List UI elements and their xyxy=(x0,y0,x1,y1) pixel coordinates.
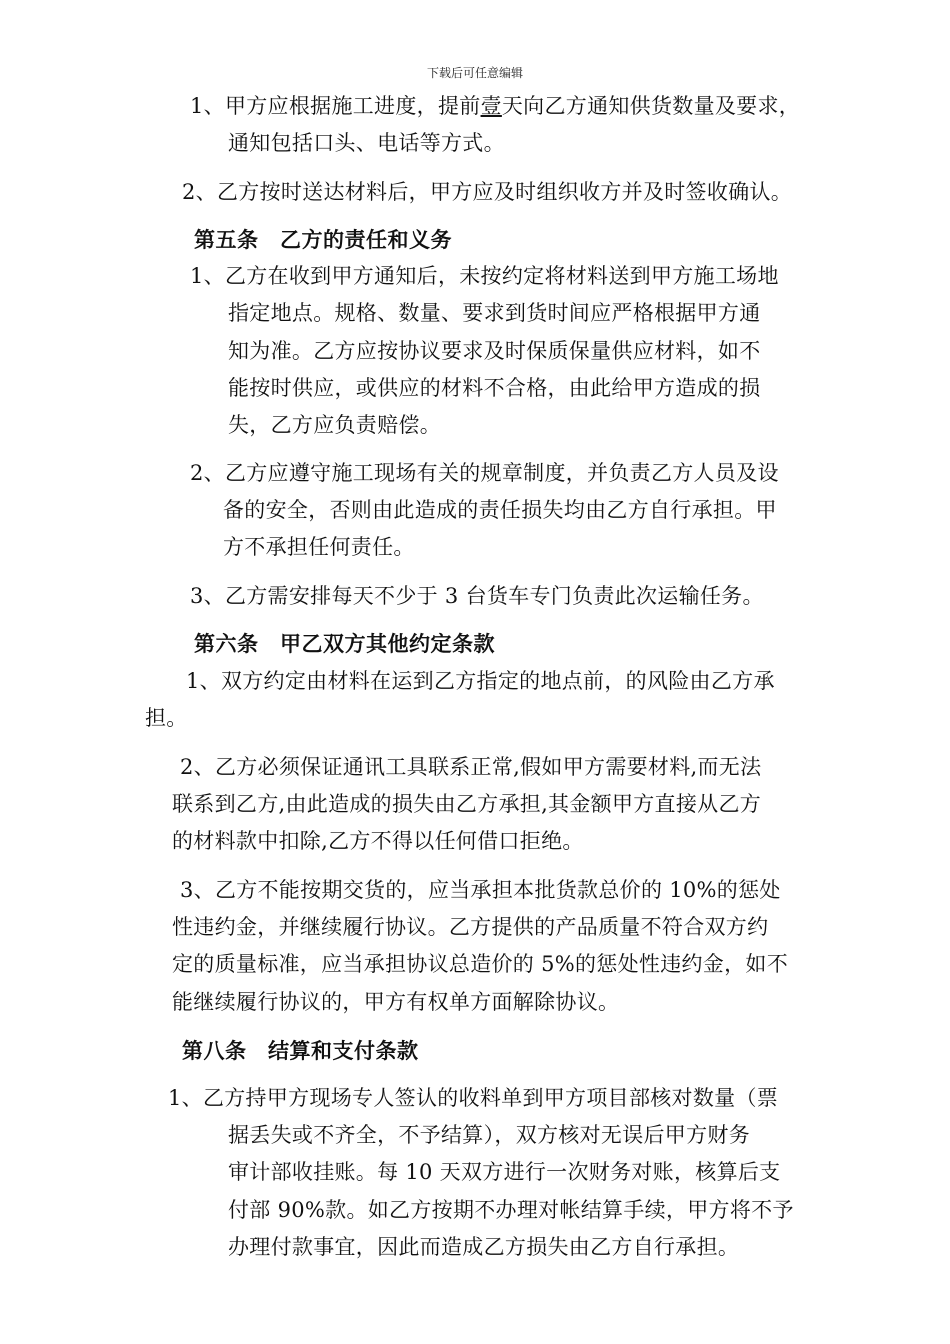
article-6-heading: 第六条 甲乙双方其他约定条款 xyxy=(194,631,495,656)
para-6-1-line-1: 1、双方约定由材料在运到乙方指定的地点前，的风险由乙方承 xyxy=(186,669,775,693)
para-6-3-line-3: 定的质量标准，应当承担协议总造价的 5%的惩处性违约金，如不 xyxy=(172,952,788,976)
para-5-1-line-5: 失，乙方应负责赔偿。 xyxy=(228,413,441,437)
text-run: 1、甲方应根据施工进度，提前 xyxy=(190,94,481,118)
article-8-heading: 第八条 结算和支付条款 xyxy=(182,1038,419,1063)
para-6-1-line-2: 担。 xyxy=(145,706,188,730)
underlined-word: 壹 xyxy=(480,94,502,118)
text-run: 天向乙方通知供货数量及要求， xyxy=(501,94,801,118)
para-6-3-line-2: 性违约金，并继续履行协议。乙方提供的产品质量不符合双方约 xyxy=(172,915,769,939)
para-5-1-line-2: 指定地点。规格、数量、要求到货时间应严格根据甲方通 xyxy=(228,301,761,325)
page-header: 下载后可任意编辑 xyxy=(426,66,523,80)
para-6-2-line-3: 的材料款中扣除,乙方不得以任何借口拒绝。 xyxy=(172,829,584,853)
para-4-2: 2、乙方按时送达材料后，甲方应及时组织收方并及时签收确认。 xyxy=(182,180,793,204)
para-8-1-line-2: 据丢失或不齐全，不予结算），双方核对无误后甲方财务 xyxy=(228,1123,750,1147)
para-5-2-line-1: 2、乙方应遵守施工现场有关的规章制度，并负责乙方人员及设 xyxy=(190,461,779,485)
para-5-1-line-3: 知为准。乙方应按协议要求及时保质保量供应材料，如不 xyxy=(228,339,761,363)
para-5-3: 3、乙方需安排每天不少于 3 台货车专门负责此次运输任务。 xyxy=(190,584,764,608)
para-6-3-line-1: 3、乙方不能按期交货的，应当承担本批货款总价的 10%的惩处 xyxy=(180,878,781,902)
para-8-1-line-4: 付部 90%款。如乙方按期不办理对帐结算手续，甲方将不予 xyxy=(228,1198,794,1222)
para-6-3-line-4: 能继续履行协议的，甲方有权单方面解除协议。 xyxy=(172,990,620,1014)
para-5-2-line-2: 备的安全，否则由此造成的责任损失均由乙方自行承担。甲 xyxy=(223,498,777,522)
para-8-1-line-3: 审计部收挂账。每 10 天双方进行一次财务对账，核算后支 xyxy=(228,1160,781,1184)
para-8-1-line-1: 1、乙方持甲方现场专人签认的收料单到甲方项目部核对数量（票 xyxy=(168,1086,779,1110)
para-4-1-line-1 xyxy=(190,92,800,120)
para-8-1-line-5: 办理付款事宜，因此而造成乙方损失由乙方自行承担。 xyxy=(228,1235,740,1259)
article-5-heading: 第五条 乙方的责任和义务 xyxy=(194,227,452,252)
para-6-2-line-1: 2、乙方必须保证通讯工具联系正常,假如甲方需要材料,而无法 xyxy=(180,755,762,779)
para-5-1-line-4: 能按时供应，或供应的材料不合格，由此给甲方造成的损 xyxy=(228,376,761,400)
para-5-1-line-1: 1、乙方在收到甲方通知后，未按约定将材料送到甲方施工场地 xyxy=(190,264,779,288)
para-6-2-line-2: 联系到乙方,由此造成的损失由乙方承担,其金额甲方直接从乙方 xyxy=(172,792,762,816)
para-5-2-line-3: 方不承担任何责任。 xyxy=(223,535,415,559)
para-4-1-line-2: 通知包括口头、电话等方式。 xyxy=(228,131,505,155)
